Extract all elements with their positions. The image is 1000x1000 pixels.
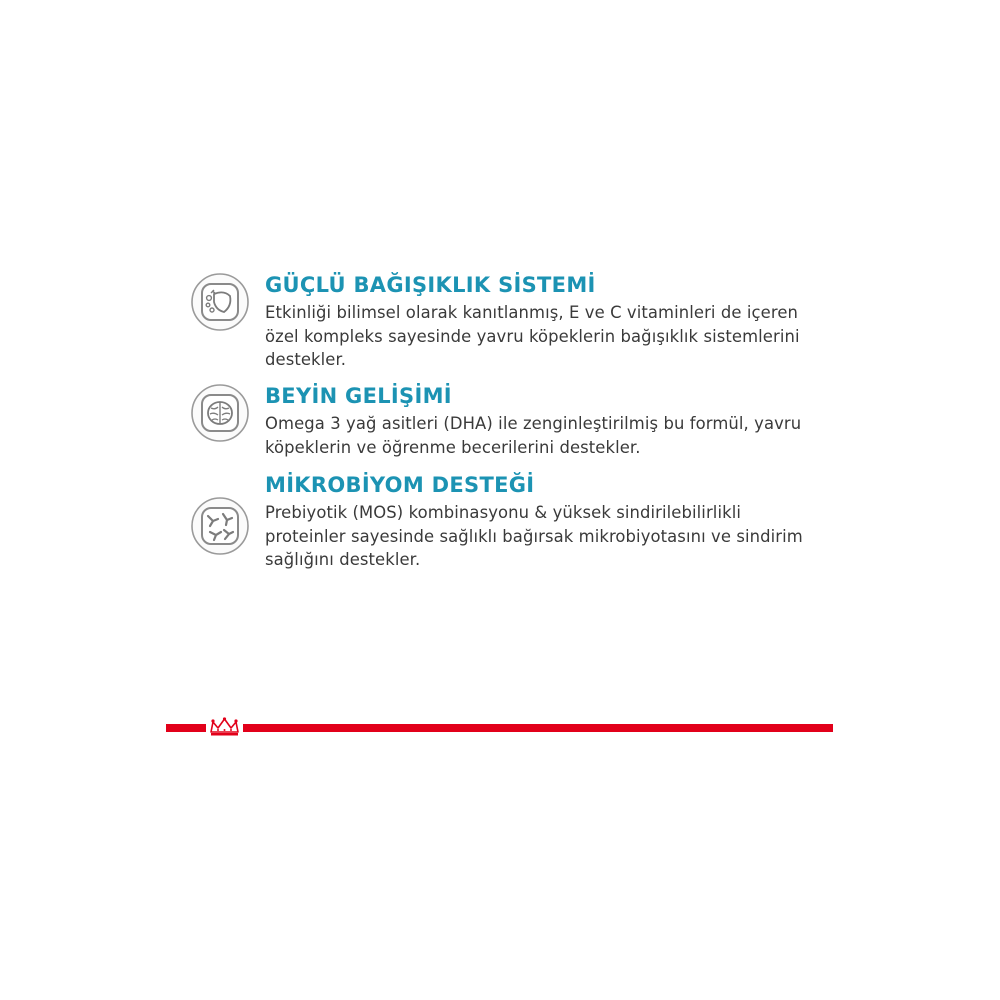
description-line: Etkinliği bilimsel olarak kanıtlanmış, E ve C vitaminleri de içeren — [265, 303, 798, 322]
description-line: özel kompleks sayesinde yavru köpeklerin bağışıklık sistemlerini — [265, 326, 800, 346]
feature-title: MİKROBİYOM DESTEĞİ — [265, 473, 535, 497]
description-line: köpeklerin ve öğrenme becerilerini destekler. — [265, 437, 641, 457]
red-bar-left — [166, 724, 206, 732]
crown-logo-icon — [208, 717, 241, 737]
feature-description — [265, 501, 845, 572]
microbiome-icon — [190, 496, 250, 556]
feature-description — [265, 301, 845, 372]
description-line: proteinler sayesinde sağlıklı bağırsak mikrobiyotasını ve sindirim — [265, 526, 803, 546]
brand-footer-bar — [166, 723, 833, 735]
description-line: Prebiyotik (MOS) kombinasyonu & yüksek sindirilebilirlikli — [265, 503, 741, 522]
red-bar-right — [243, 724, 833, 732]
feature-title: GÜÇLÜ BAĞIŞIKLIK SİSTEMİ — [265, 273, 596, 297]
feature-title: BEYİN GELİŞİMİ — [265, 384, 452, 408]
immune-shield-icon — [190, 272, 250, 332]
brain-icon — [190, 383, 250, 443]
description-line: destekler. — [265, 350, 347, 369]
description-line: sağlığını destekler. — [265, 550, 421, 569]
feature-description — [265, 412, 845, 459]
description-line: Omega 3 yağ asitleri (DHA) ile zenginleştirilmiş bu formül, yavru — [265, 414, 802, 433]
